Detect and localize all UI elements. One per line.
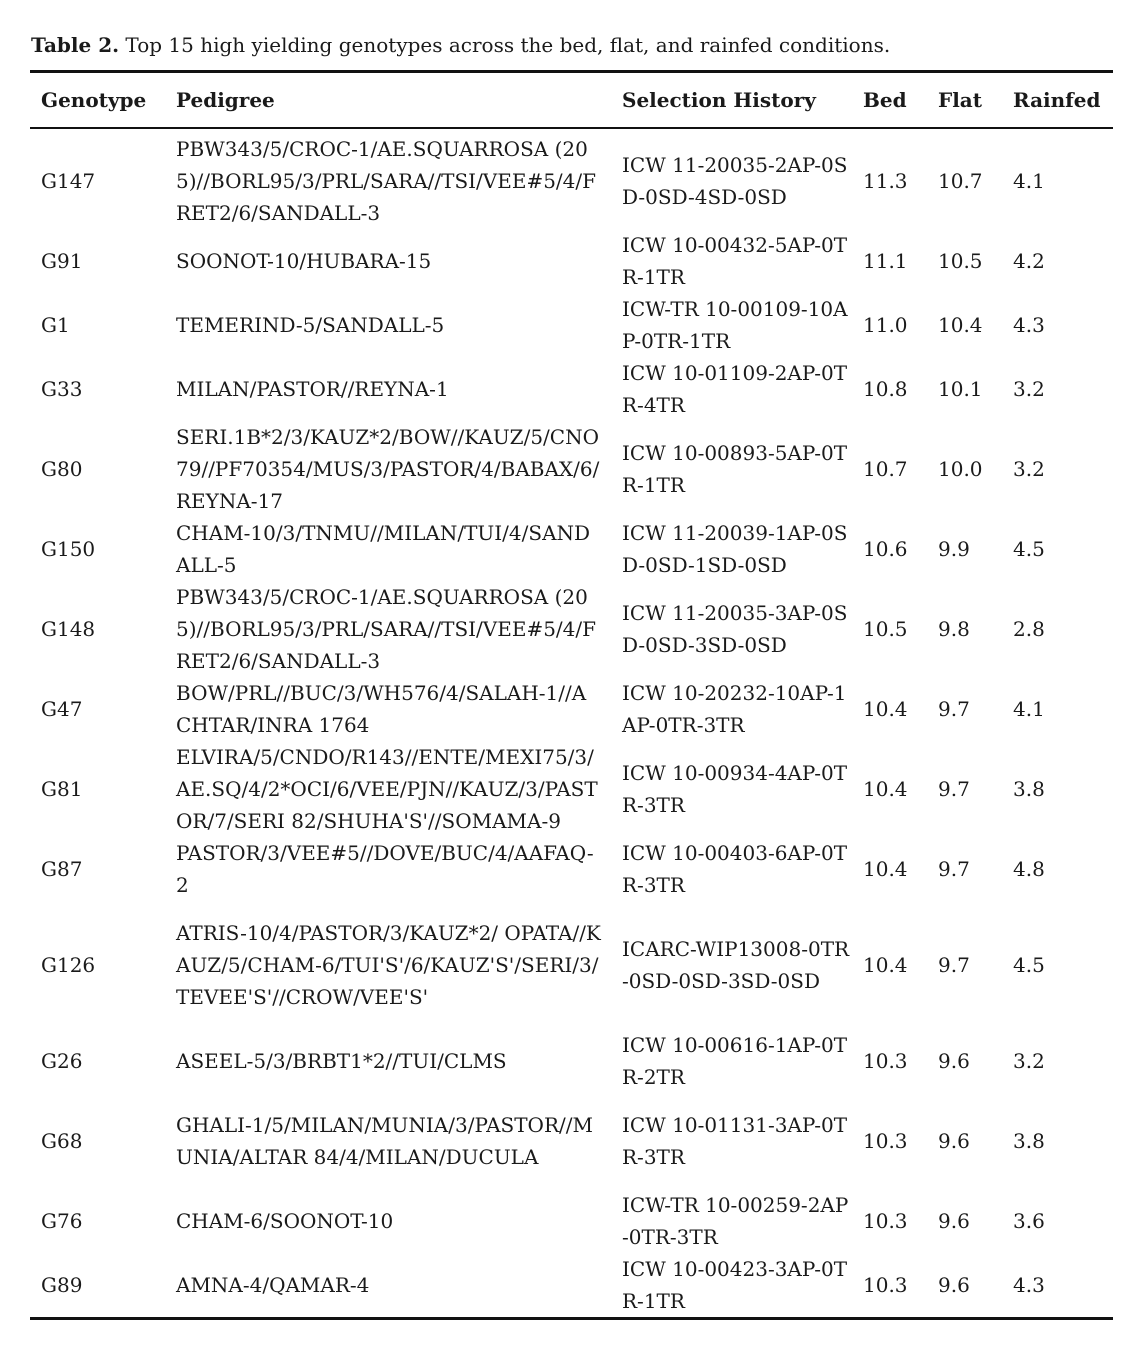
cell-bed: 10.6 [863, 537, 908, 561]
cell-pedigree: PBW343/5/CROC-1/AE.SQUARROSA (205)//BORL95/3/PRL/SARA//TSI/VEE#5/4/FRET2/6/SANDALL-3 [176, 585, 596, 673]
cell-pedigree: GHALI-1/5/MILAN/MUNIA/3/PASTOR//MUNIA/ALTAR 84/4/MILAN/DUCULA [176, 1113, 593, 1169]
cell-pedigree: ATRIS-10/4/PASTOR/3/KAUZ*2/ OPATA//KAUZ/5/CHAM-6/TUI'S'/6/KAUZ'S'/SERI/3/TEVEE'S'//CROW/VEE'S' [176, 921, 601, 1009]
cell-pedigree: ASEEL-5/3/BRBT1*2//TUI/CLMS [176, 1049, 507, 1073]
table-row [30, 741, 1113, 837]
cell-flat: 10.0 [938, 457, 983, 481]
cell-rainfed: 4.8 [1013, 857, 1045, 881]
header-selection-history: Selection History [622, 88, 816, 112]
cell-rainfed: 4.5 [1013, 953, 1045, 977]
cell-selection-history: ICW 11-20039-1AP-0SD-0SD-1SD-0SD [622, 521, 848, 577]
cell-bed: 10.3 [863, 1209, 908, 1233]
cell-genotype: G87 [41, 857, 83, 881]
cell-flat: 9.6 [938, 1129, 970, 1153]
table-row [30, 229, 1113, 293]
cell-genotype: G68 [41, 1129, 83, 1153]
table-caption [31, 30, 1111, 60]
cell-selection-history: ICARC-WIP13008-0TR-0SD-0SD-3SD-0SD [622, 937, 850, 993]
cell-flat: 9.7 [938, 777, 970, 801]
cell-flat: 10.5 [938, 249, 983, 273]
cell-rainfed: 3.6 [1013, 1209, 1045, 1233]
cell-genotype: G147 [41, 169, 96, 193]
cell-selection-history: ICW-TR 10-00109-10AP-0TR-1TR [622, 297, 848, 353]
cell-rainfed: 3.2 [1013, 377, 1045, 401]
cell-selection-history: ICW 10-20232-10AP-1AP-0TR-3TR [622, 681, 847, 737]
table-row [30, 581, 1113, 677]
cell-flat: 9.8 [938, 617, 970, 641]
header-flat: Flat [938, 88, 982, 112]
cell-selection-history: ICW 10-00934-4AP-0TR-3TR [622, 761, 848, 817]
header-pedigree: Pedigree [176, 88, 275, 112]
cell-flat: 10.1 [938, 377, 983, 401]
cell-pedigree: CHAM-10/3/TNMU//MILAN/TUI/4/SANDALL-5 [176, 521, 591, 577]
cell-pedigree: MILAN/PASTOR//REYNA-1 [176, 377, 449, 401]
cell-selection-history: ICW 10-01131-3AP-0TR-3TR [622, 1113, 848, 1169]
cell-selection-history: ICW-TR 10-00259-2AP-0TR-3TR [622, 1193, 849, 1249]
cell-genotype: G26 [41, 1049, 83, 1073]
cell-flat: 9.7 [938, 953, 970, 977]
table-row [30, 1029, 1113, 1093]
cell-selection-history: ICW 10-00423-3AP-0TR-1TR [622, 1257, 848, 1313]
table-caption-label: Table 2. [31, 33, 120, 57]
cell-bed: 10.4 [863, 953, 908, 977]
table-row [30, 517, 1113, 581]
cell-bed: 11.1 [863, 249, 908, 273]
cell-pedigree: TEMERIND-5/SANDALL-5 [176, 313, 445, 337]
cell-bed: 10.4 [863, 777, 908, 801]
cell-rainfed: 4.1 [1013, 169, 1045, 193]
cell-selection-history: ICW 11-20035-2AP-0SD-0SD-4SD-0SD [622, 153, 848, 209]
cell-flat: 10.7 [938, 169, 983, 193]
cell-genotype: G81 [41, 777, 83, 801]
cell-genotype: G89 [41, 1273, 83, 1297]
cell-genotype: G126 [41, 953, 96, 977]
cell-selection-history: ICW 10-01109-2AP-0TR-4TR [622, 361, 848, 417]
table-row [30, 677, 1113, 741]
cell-selection-history: ICW 10-00616-1AP-0TR-2TR [622, 1033, 848, 1089]
genotype-yield-table [30, 70, 1113, 1320]
table-row [30, 901, 1113, 1029]
cell-rainfed: 4.1 [1013, 697, 1045, 721]
cell-bed: 10.3 [863, 1129, 908, 1153]
cell-genotype: G91 [41, 249, 83, 273]
cell-rainfed: 2.8 [1013, 617, 1045, 641]
cell-pedigree: CHAM-6/SOONOT-10 [176, 1209, 394, 1233]
cell-pedigree: PASTOR/3/VEE#5//DOVE/BUC/4/AAFAQ-2 [176, 841, 594, 897]
cell-rainfed: 3.8 [1013, 1129, 1045, 1153]
cell-pedigree: SERI.1B*2/3/KAUZ*2/BOW//KAUZ/5/CNO79//PF70354/MUS/3/PASTOR/4/BABAX/6/REYNA-17 [176, 425, 600, 513]
table-row [30, 1189, 1113, 1253]
table-caption-text: Top 15 high yielding genotypes across the bed, flat, and rainfed conditions. [119, 33, 891, 57]
table-header-row [30, 72, 1113, 129]
header-bed: Bed [863, 88, 907, 112]
cell-genotype: G1 [41, 313, 70, 337]
cell-bed: 11.0 [863, 313, 908, 337]
cell-bed: 10.5 [863, 617, 908, 641]
cell-pedigree: BOW/PRL//BUC/3/WH576/4/SALAH-1//ACHTAR/INRA 1764 [176, 681, 587, 737]
cell-bed: 10.4 [863, 857, 908, 881]
table-body [30, 128, 1113, 1319]
cell-flat: 9.6 [938, 1273, 970, 1297]
cell-pedigree: AMNA-4/QAMAR-4 [176, 1273, 370, 1297]
table-row [30, 357, 1113, 421]
table-row [30, 1093, 1113, 1189]
cell-bed: 11.3 [863, 169, 908, 193]
cell-selection-history: ICW 10-00403-6AP-0TR-3TR [622, 841, 848, 897]
cell-pedigree: PBW343/5/CROC-1/AE.SQUARROSA (205)//BORL95/3/PRL/SARA//TSI/VEE#5/4/FRET2/6/SANDALL-3 [176, 137, 596, 225]
cell-bed: 10.8 [863, 377, 908, 401]
cell-flat: 10.4 [938, 313, 983, 337]
cell-genotype: G76 [41, 1209, 83, 1233]
cell-genotype: G33 [41, 377, 83, 401]
header-genotype: Genotype [41, 88, 147, 112]
cell-genotype: G80 [41, 457, 83, 481]
cell-rainfed: 3.2 [1013, 1049, 1045, 1073]
cell-selection-history: ICW 10-00893-5AP-0TR-1TR [622, 441, 848, 497]
cell-flat: 9.7 [938, 697, 970, 721]
cell-bed: 10.3 [863, 1049, 908, 1073]
cell-bed: 10.7 [863, 457, 908, 481]
table-row [30, 837, 1113, 901]
cell-genotype: G150 [41, 537, 96, 561]
cell-pedigree: ELVIRA/5/CNDO/R143//ENTE/MEXI75/3/AE.SQ/4/2*OCI/6/VEE/PJN//KAUZ/3/PASTOR/7/SERI 82/SHUHA'S'//SOMAMA-9 [176, 745, 598, 833]
cell-bed: 10.3 [863, 1273, 908, 1297]
cell-selection-history: ICW 11-20035-3AP-0SD-0SD-3SD-0SD [622, 601, 848, 657]
cell-rainfed: 3.2 [1013, 457, 1045, 481]
cell-flat: 9.9 [938, 537, 970, 561]
cell-genotype: G47 [41, 697, 83, 721]
cell-selection-history: ICW 10-00432-5AP-0TR-1TR [622, 233, 848, 289]
table-row [30, 421, 1113, 517]
table-row [30, 293, 1113, 357]
cell-flat: 9.7 [938, 857, 970, 881]
cell-rainfed: 4.3 [1013, 313, 1045, 337]
cell-flat: 9.6 [938, 1049, 970, 1073]
table-row [30, 1253, 1113, 1319]
table-row [30, 128, 1113, 229]
cell-flat: 9.6 [938, 1209, 970, 1233]
cell-rainfed: 4.5 [1013, 537, 1045, 561]
cell-rainfed: 4.2 [1013, 249, 1045, 273]
cell-pedigree: SOONOT-10/HUBARA-15 [176, 249, 432, 273]
cell-genotype: G148 [41, 617, 96, 641]
cell-bed: 10.4 [863, 697, 908, 721]
cell-rainfed: 3.8 [1013, 777, 1045, 801]
header-rainfed: Rainfed [1013, 88, 1101, 112]
cell-rainfed: 4.3 [1013, 1273, 1045, 1297]
